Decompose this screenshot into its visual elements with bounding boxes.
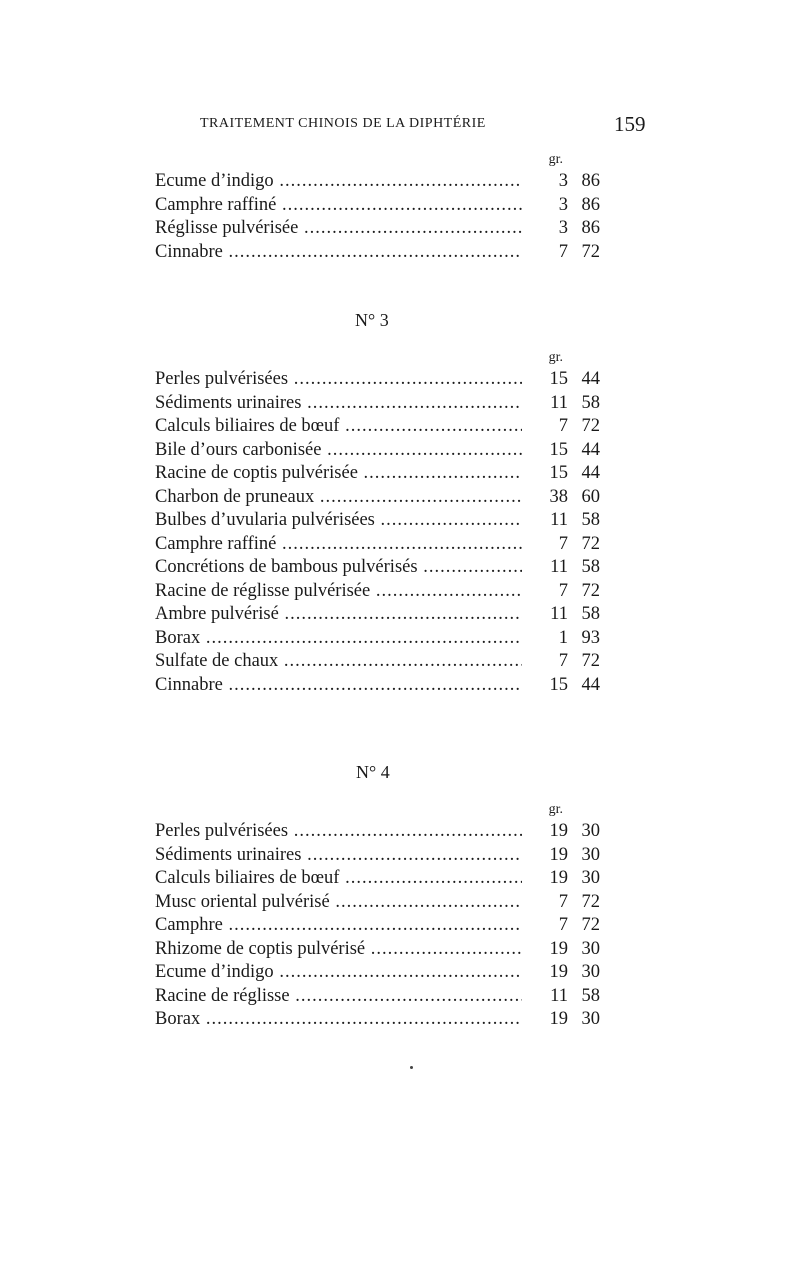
recipe-4 xyxy=(155,800,600,1032)
ingredient-quantity: 7 72 xyxy=(522,650,600,674)
ingredient-name: Camphre raffiné ..... xyxy=(155,194,525,218)
ingredient-name: Calculs biliaires de bœuf ..... xyxy=(155,867,525,891)
ingredient-name: Bulbes d’uvularia pulvérisées ..... xyxy=(155,509,525,533)
ingredient-row xyxy=(155,867,600,891)
unit-header: gr. xyxy=(548,152,563,167)
ingredient-name: Ecume d’indigo ..... xyxy=(155,961,525,985)
page-number: 159 xyxy=(614,112,646,136)
ingredient-quantity: 38 60 xyxy=(522,486,600,510)
ingredient-row xyxy=(155,961,600,985)
running-title: TRAITEMENT CHINOIS DE LA DIPHTÉRIE xyxy=(200,116,486,131)
ingredient-name: Racine de coptis pulvérisée ..... xyxy=(155,462,525,486)
ingredient-name: Calculs biliaires de bœuf ..... xyxy=(155,415,525,439)
ingredient-row xyxy=(155,914,600,938)
ingredient-name: Bile d’ours carbonisée ..... xyxy=(155,439,525,463)
ingredient-row xyxy=(155,392,600,416)
ingredient-row xyxy=(155,170,600,194)
ingredient-quantity: 15 44 xyxy=(522,439,600,463)
ingredient-row xyxy=(155,439,600,463)
ingredient-name: Concrétions de bambous pulvérisés ..... xyxy=(155,556,525,580)
ingredient-quantity: 3 86 xyxy=(522,217,600,241)
ingredient-quantity: 11 58 xyxy=(522,509,600,533)
ingredient-name: Sulfate de chaux ..... xyxy=(155,650,525,674)
ingredient-name: Borax ..... xyxy=(155,1008,525,1032)
ingredient-name: Sédiments urinaires ..... xyxy=(155,392,525,416)
ingredient-name: Rhizome de coptis pulvérisé ..... xyxy=(155,938,525,962)
ingredient-quantity: 7 72 xyxy=(522,914,600,938)
ingredient-quantity: 3 86 xyxy=(522,170,600,194)
ingredient-row xyxy=(155,627,600,651)
ingredient-quantity: 19 30 xyxy=(522,961,600,985)
ingredient-name: Perles pulvérisées ..... xyxy=(155,820,525,844)
ingredient-quantity: 15 44 xyxy=(522,462,600,486)
ingredient-row xyxy=(155,415,600,439)
ingredient-name: Borax ..... xyxy=(155,627,525,651)
section-heading-3: N° 3 xyxy=(355,310,389,330)
ingredient-quantity: 15 44 xyxy=(522,368,600,392)
ingredient-name: Cinnabre ..... xyxy=(155,241,525,265)
ingredient-quantity: 7 72 xyxy=(522,415,600,439)
ingredient-quantity: 7 72 xyxy=(522,241,600,265)
ingredient-name: Cinnabre ..... xyxy=(155,674,525,698)
ingredient-row xyxy=(155,650,600,674)
ingredient-row xyxy=(155,891,600,915)
ingredient-name: Ambre pulvérisé ..... xyxy=(155,603,525,627)
ingredient-quantity: 7 72 xyxy=(522,580,600,604)
ingredient-name: Camphre raffiné ..... xyxy=(155,533,525,557)
ingredient-row xyxy=(155,217,600,241)
ingredient-name: Charbon de pruneaux ..... xyxy=(155,486,525,510)
ingredient-name: Racine de réglisse pulvérisée ..... xyxy=(155,580,525,604)
ingredient-row xyxy=(155,580,600,604)
ingredient-name: Musc oriental pulvérisé ..... xyxy=(155,891,525,915)
ingredient-quantity: 19 30 xyxy=(522,820,600,844)
ingredient-row xyxy=(155,820,600,844)
ingredient-quantity: 7 72 xyxy=(522,533,600,557)
ingredient-name: Sédiments urinaires ..... xyxy=(155,844,525,868)
ingredient-quantity: 3 86 xyxy=(522,194,600,218)
ingredient-row xyxy=(155,985,600,1009)
ingredient-quantity: 1 93 xyxy=(522,627,600,651)
ingredient-row xyxy=(155,603,600,627)
ingredient-quantity: 11 58 xyxy=(522,985,600,1009)
ingredient-quantity: 15 44 xyxy=(522,674,600,698)
ingredient-row xyxy=(155,1008,600,1032)
ingredient-quantity: 19 30 xyxy=(522,938,600,962)
ingredient-name: Perles pulvérisées ..... xyxy=(155,368,525,392)
ingredient-row xyxy=(155,844,600,868)
ingredient-name: Ecume d’indigo ..... xyxy=(155,170,525,194)
recipe-3 xyxy=(155,348,600,697)
section-heading-4: N° 4 xyxy=(356,762,390,782)
ingredient-quantity: 19 30 xyxy=(522,867,600,891)
ingredient-quantity: 11 58 xyxy=(522,603,600,627)
ingredient-name: Réglisse pulvérisée ..... xyxy=(155,217,525,241)
ingredient-row xyxy=(155,938,600,962)
ingredient-row xyxy=(155,556,600,580)
ingredient-name: Camphre ..... xyxy=(155,914,525,938)
ingredient-row xyxy=(155,241,600,265)
ingredient-name: Racine de réglisse ..... xyxy=(155,985,525,1009)
ingredient-row xyxy=(155,533,600,557)
ingredient-row xyxy=(155,674,600,698)
ingredient-quantity: 19 30 xyxy=(522,844,600,868)
ingredient-row xyxy=(155,486,600,510)
ingredient-row xyxy=(155,462,600,486)
ingredient-row xyxy=(155,509,600,533)
ingredient-quantity: 7 72 xyxy=(522,891,600,915)
unit-header: gr. xyxy=(548,802,563,817)
ingredient-row xyxy=(155,194,600,218)
ingredient-quantity: 19 30 xyxy=(522,1008,600,1032)
unit-header: gr. xyxy=(548,350,563,365)
ingredient-row xyxy=(155,368,600,392)
print-speck xyxy=(410,1066,413,1069)
ingredient-quantity: 11 58 xyxy=(522,392,600,416)
ingredient-quantity: 11 58 xyxy=(522,556,600,580)
recipe-continuation xyxy=(155,150,600,264)
